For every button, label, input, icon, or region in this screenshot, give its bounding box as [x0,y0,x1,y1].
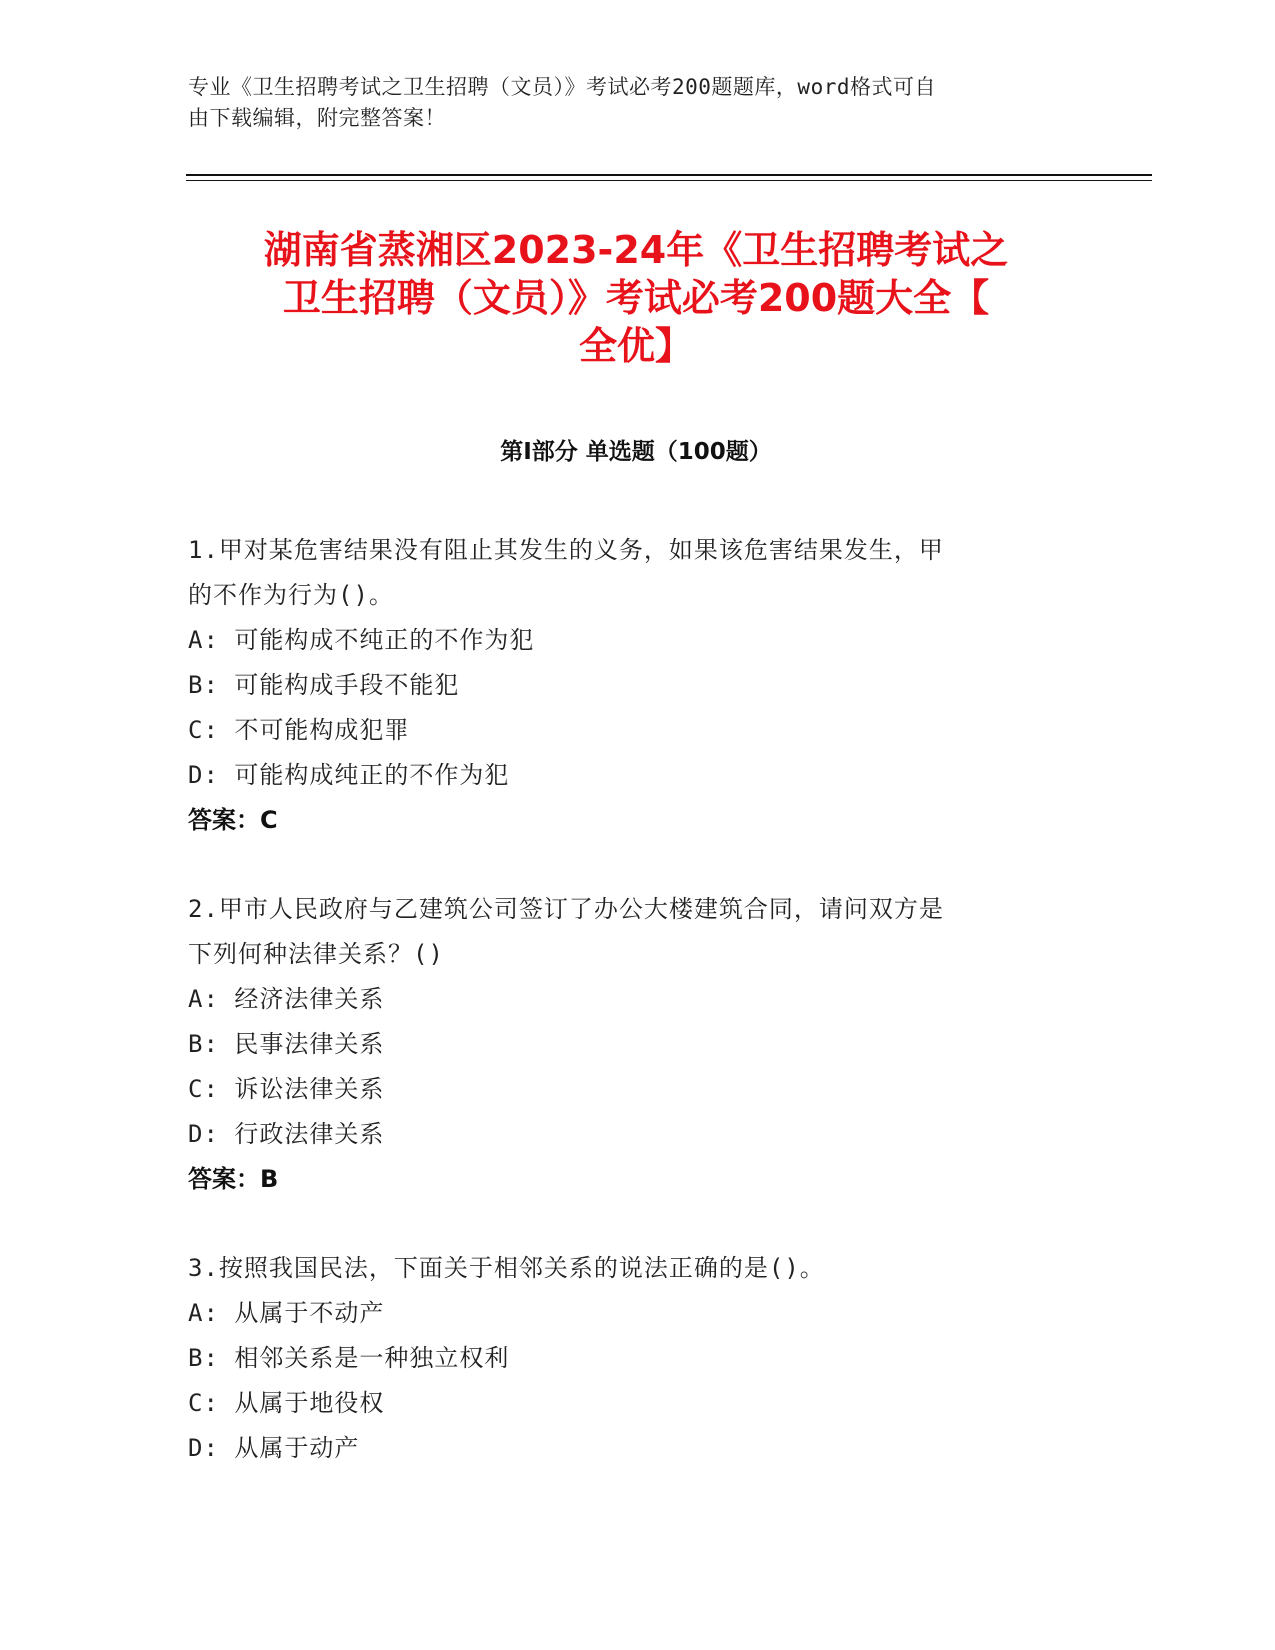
question-1 [188,528,1068,843]
question-3-option-a: A: 从属于不动产 [188,1299,385,1327]
question-3 [188,1246,1068,1471]
question-1-stem-line-1: 1.甲对某危害结果没有阻止其发生的义务，如果该危害结果发生，甲 [188,536,944,564]
question-3-option-d: D: 从属于动产 [188,1434,360,1462]
question-2-option-a: A: 经济法律关系 [188,985,385,1013]
question-list [188,528,1068,1515]
header-divider-thick [186,174,1152,176]
question-2-option-b: B: 民事法律关系 [188,1030,385,1058]
question-3-option-c: C: 从属于地役权 [188,1389,385,1417]
question-2 [188,887,1068,1202]
document-title-line-2: 卫生招聘（文员）》考试必考200题大全【 [282,276,990,320]
question-2-option-d: D: 行政法律关系 [188,1120,385,1148]
question-3-option-b: B: 相邻关系是一种独立权利 [188,1344,510,1372]
question-3-stem-line-1: 3.按照我国民法，下面关于相邻关系的说法正确的是()。 [188,1254,825,1282]
header-note-line-1: 专业《卫生招聘考试之卫生招聘（文员）》考试必考200题题库，word格式可自 [188,75,936,99]
header-divider-thin [186,180,1152,181]
question-1-stem-line-2: 的不作为行为()。 [188,581,394,609]
document-title-line-1: 湖南省蒸湘区2023-24年《卫生招聘考试之 [263,228,1009,272]
question-1-option-d: D: 可能构成纯正的不作为犯 [188,761,510,789]
question-2-stem-line-2: 下列何种法律关系？() [188,940,444,968]
question-2-option-c: C: 诉讼法律关系 [188,1075,385,1103]
question-1-option-a: A: 可能构成不纯正的不作为犯 [188,626,535,654]
question-1-option-c: C: 不可能构成犯罪 [188,716,410,744]
header-note-line-2: 由下载编辑，附完整答案！ [188,106,446,130]
document-title [186,226,1086,370]
question-2-answer: 答案：B [188,1165,279,1193]
document-title-line-3: 全优】 [578,324,693,368]
section-title: 第I部分 单选题（100题） [500,439,772,465]
question-1-option-b: B: 可能构成手段不能犯 [188,671,460,699]
header-note [188,72,1068,134]
question-2-stem-line-1: 2.甲市人民政府与乙建筑公司签订了办公大楼建筑合同，请问双方是 [188,895,944,923]
question-1-answer: 答案：C [188,806,278,834]
